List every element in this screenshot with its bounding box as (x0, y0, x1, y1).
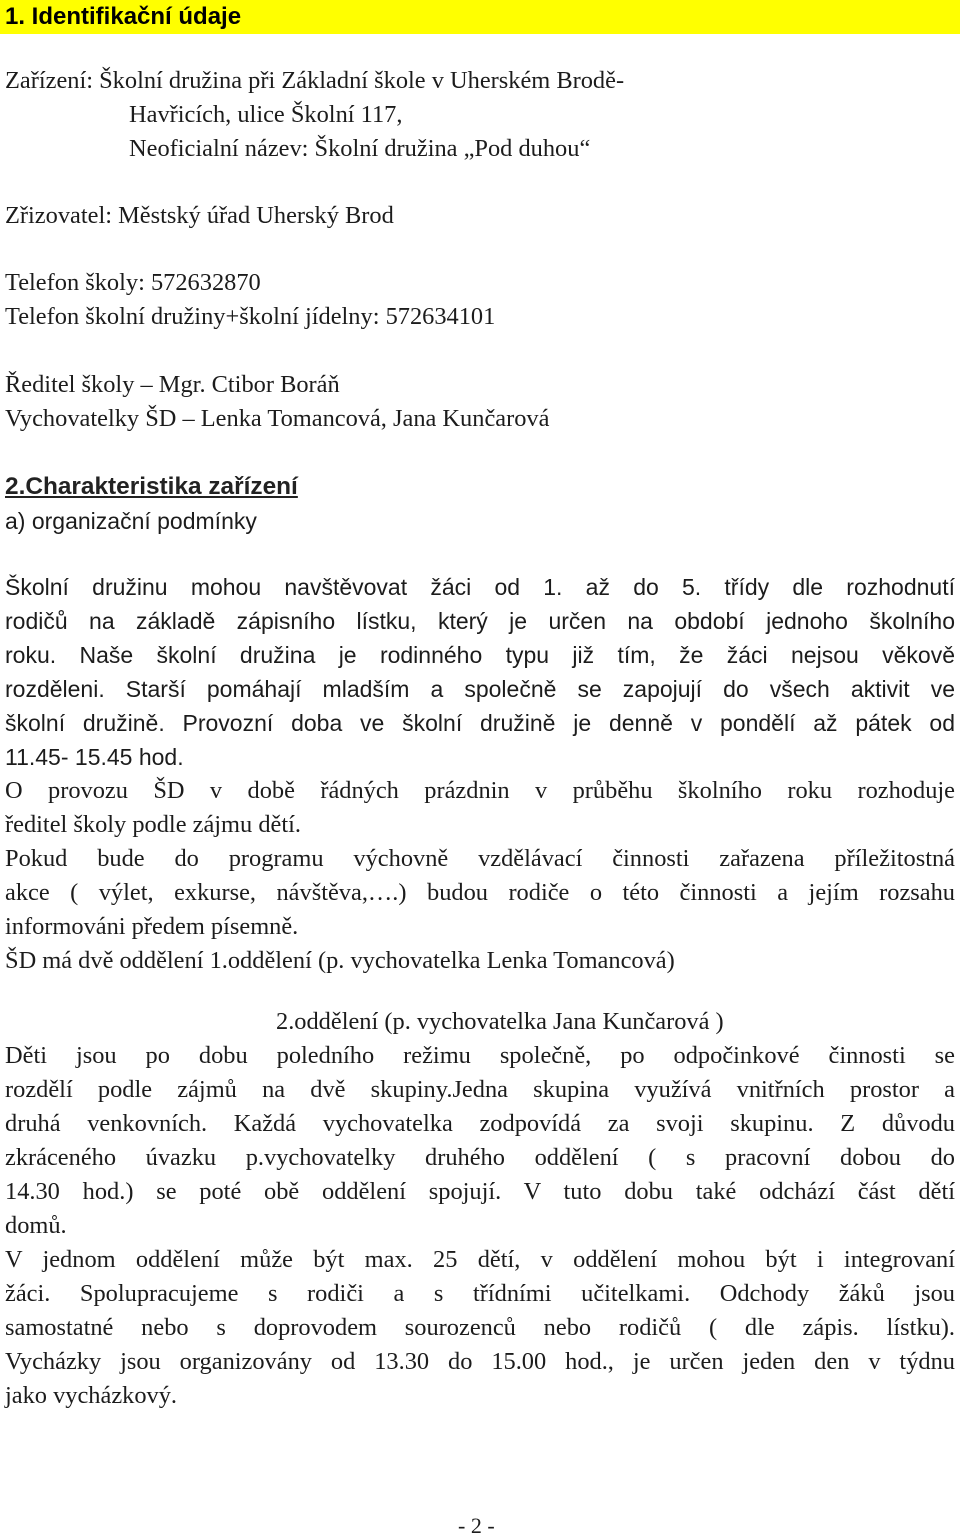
facility-line-1: Zařízení: Školní družina při Základní škole v Uherském Brodě- (5, 67, 625, 94)
paragraph-line: Vycházky jsou organizovány od 13.30 do 15.00 hod., je určen jeden den v týdnu (5, 1348, 955, 1375)
paragraph-line: zkráceného úvazku p.vychovatelky druhého oddělení ( s pracovní dobou do (5, 1144, 955, 1171)
paragraph-line: samostatné nebo s doprovodem sourozenců nebo rodičů ( dle zápis. lístku). (5, 1314, 955, 1341)
paragraph-line: školní družině. Provozní doba ve školní družině je denně v pondělí až pátek od (5, 710, 955, 736)
founder-line: Zřizovatel: Městský úřad Uherský Brod (5, 202, 394, 229)
paragraph-line: domů. (5, 1212, 67, 1239)
paragraph-line: druhá venkovních. Každá vychovatelka zodpovídá za svoji skupinu. Z důvodu (5, 1110, 955, 1137)
paragraph-line: informováni předem písemně. (5, 913, 299, 940)
paragraph-line: jako vycházkový. (5, 1382, 178, 1409)
section-2-subheading: a) organizační podmínky (5, 508, 257, 534)
director-line: Ředitel školy – Mgr. Ctibor Boráň (5, 371, 340, 398)
phone-club-line: Telefon školní družiny+školní jídelny: 572634101 (5, 303, 496, 330)
paragraph-line: žáci. Spolupracujeme s rodiči a s třídními učitelkami. Odchody žáků jsou (5, 1280, 955, 1307)
section-2-heading: 2.Charakteristika zařízení (5, 473, 298, 500)
section-1-heading: 1. Identifikační údaje (5, 3, 242, 30)
paragraph-line: rozděleni. Starší pomáhají mladším a společně se zapojují do všech aktivit ve (5, 676, 955, 702)
paragraph-line: Děti jsou po dobu poledního režimu společně, po odpočinkové činnosti se (5, 1042, 955, 1069)
paragraph-line: akce ( výlet, exkurse, návštěva,….) budou rodiče o této činnosti a jejím rozsahu (5, 879, 955, 906)
paragraph-line: O provozu ŠD v době řádných prázdnin v průběhu školního roku rozhoduje (5, 777, 955, 804)
paragraph-line: rozdělí podle zájmů na dvě skupiny.Jedna skupina využívá vnitřních prostor a (5, 1076, 955, 1103)
paragraph-line: roku. Naše školní družina je rodinného typu již tím, že žáci nejsou věkově (5, 642, 955, 668)
paragraph-line: ředitel školy podle zájmu dětí. (5, 811, 301, 838)
paragraph-line: ŠD má dvě oddělení 1.oddělení (p. vychovatelka Lenka Tomancová) (5, 947, 675, 974)
paragraph-line: Školní družinu mohou navštěvovat žáci od 1. až do 5. třídy dle rozhodnutí (5, 574, 955, 600)
page-number: - 2 - (458, 1513, 495, 1538)
paragraph-line: 14.30 hod.) se poté obě oddělení spojují. V tuto dobu také odchází část dětí (5, 1178, 955, 1205)
facility-line-3: Neoficialní název: Školní družina „Pod duhou“ (129, 135, 591, 162)
facility-line-2: Havřicích, ulice Školní 117, (129, 101, 403, 128)
phone-school-line: Telefon školy: 572632870 (5, 269, 261, 296)
section-1-heading-highlight (0, 0, 960, 34)
paragraph-line: 2.oddělení (p. vychovatelka Jana Kunčarová ) (276, 1008, 724, 1035)
educators-line: Vychovatelky ŠD – Lenka Tomancová, Jana Kunčarová (5, 405, 550, 432)
paragraph-line: rodičů na základě zápisního lístku, který je určen na období jednoho školního (5, 608, 955, 634)
paragraph-line: Pokud bude do programu výchovně vzdělávací činnosti zařazena příležitostná (5, 845, 955, 872)
paragraph-line: 11.45- 15.45 hod. (5, 744, 184, 770)
paragraph-line: V jednom oddělení může být max. 25 dětí, v oddělení mohou být i integrovaní (5, 1246, 955, 1273)
